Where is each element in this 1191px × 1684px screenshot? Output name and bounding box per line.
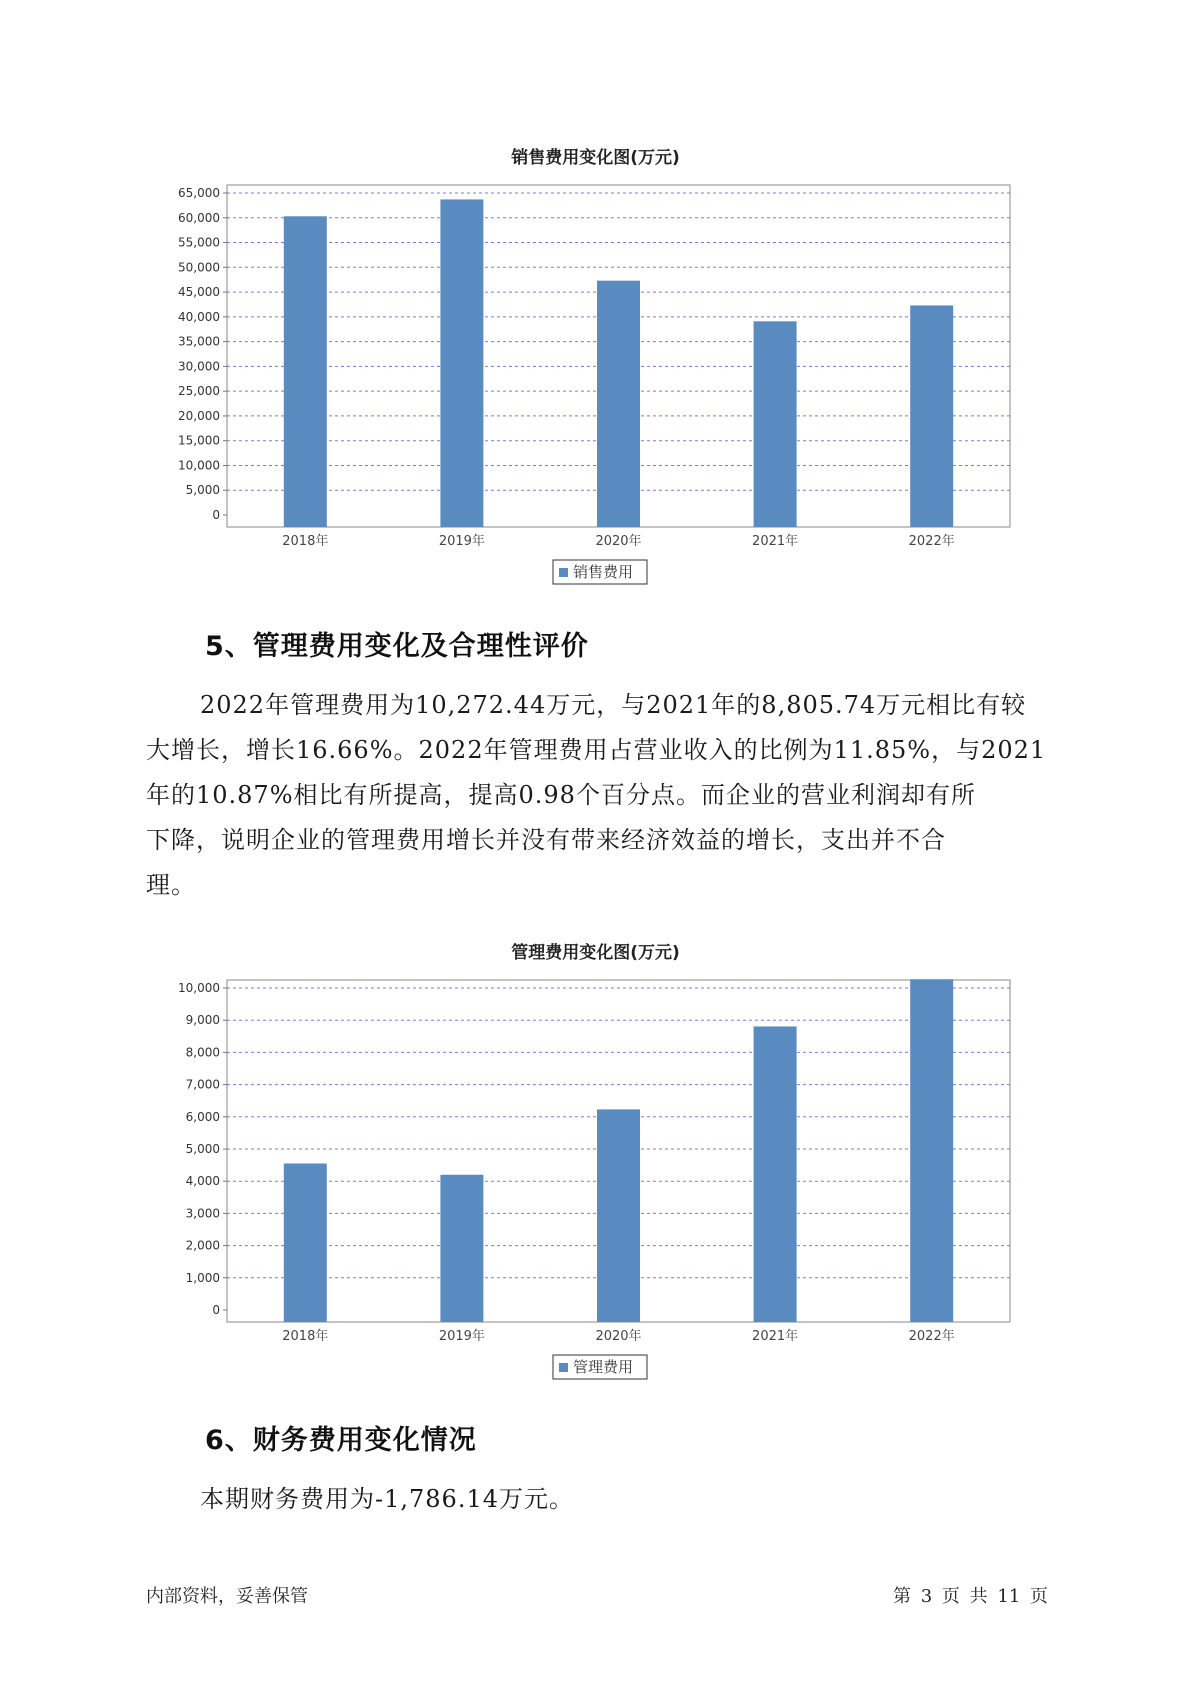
y-tick-label: 0: [212, 508, 220, 522]
y-tick-label: 5,000: [185, 483, 220, 498]
section6-text: 本期财务费用为-1,786.14万元。: [200, 1485, 574, 1513]
footer-confidential: 内部资料，妥善保管: [146, 1586, 308, 1607]
x-tick-label: 2022年: [908, 534, 955, 549]
section5-line: 大增长，增长16.66%。2022年管理费用占营业收入的比例为11.85%，与2021: [146, 736, 1047, 764]
y-tick-label: 5,000: [185, 1142, 220, 1156]
y-tick-label: 3,000: [185, 1206, 220, 1221]
x-tick-label: 2019年: [438, 534, 485, 549]
y-tick-label: 10,000: [178, 458, 220, 473]
bar-2018年: [284, 216, 327, 527]
bar-2020年: [597, 1109, 640, 1322]
x-tick-label: 2021年: [752, 1329, 799, 1344]
section5-line: 2022年管理费用为10,272.44万元，与2021年的8,805.74万元相比有较: [200, 691, 1027, 719]
y-tick-label: 15,000: [178, 433, 220, 448]
x-tick-label: 2020年: [595, 1329, 642, 1344]
legend-label: 管理费用: [573, 1358, 634, 1376]
y-tick-label: 45,000: [178, 285, 220, 300]
section5-line: 下降，说明企业的管理费用增长并没有带来经济效益的增长，支出并不合: [146, 826, 946, 854]
section5-paragraph: [146, 683, 1060, 908]
sales-expense-chart: [0, 165, 1191, 585]
y-tick-label: 2,000: [185, 1238, 220, 1253]
y-tick-label: 8,000: [185, 1045, 220, 1060]
legend-label: 销售费用: [573, 563, 634, 581]
bar-2022年: [910, 979, 953, 1322]
y-tick-label: 60,000: [178, 210, 220, 225]
legend-swatch: [559, 1363, 568, 1372]
bar-2020年: [597, 281, 640, 527]
y-tick-label: 35,000: [178, 334, 220, 349]
section6-heading: 6、财务费用变化情况: [205, 1425, 477, 1456]
bar-2021年: [754, 1026, 797, 1322]
y-tick-label: 10,000: [178, 981, 220, 995]
y-tick-label: 9,000: [185, 1013, 220, 1028]
y-tick-label: 20,000: [178, 408, 220, 423]
y-tick-label: 4,000: [185, 1174, 220, 1189]
x-tick-label: 2022年: [908, 1329, 955, 1344]
legend-swatch: [559, 568, 568, 577]
bar-2019年: [440, 1175, 483, 1322]
y-tick-label: 30,000: [178, 359, 220, 374]
x-tick-label: 2021年: [752, 534, 799, 549]
y-tick-label: 7,000: [185, 1077, 220, 1092]
admin-expense-chart: [0, 960, 1191, 1380]
chart2-title: 管理费用变化图(万元): [511, 943, 680, 963]
x-tick-label: 2018年: [282, 534, 329, 549]
bar-2021年: [754, 321, 797, 527]
bar-2018年: [284, 1163, 327, 1322]
y-tick-label: 0: [212, 1303, 220, 1317]
y-tick-label: 1,000: [185, 1270, 220, 1285]
section5-line: 理。: [146, 871, 196, 899]
bar-2022年: [910, 305, 953, 527]
y-tick-label: 6,000: [185, 1109, 220, 1124]
chart1-title: 销售费用变化图(万元): [511, 148, 680, 168]
y-tick-label: 55,000: [178, 235, 220, 250]
x-tick-label: 2020年: [595, 534, 642, 549]
y-tick-label: 50,000: [178, 260, 220, 275]
footer-page-number: 第 3 页 共 11 页: [893, 1586, 1048, 1607]
y-tick-label: 25,000: [178, 384, 220, 399]
y-tick-label: 65,000: [178, 186, 220, 200]
section5-heading: 5、管理费用变化及合理性评价: [205, 631, 589, 662]
section5-line: 年的10.87%相比有所提高，提高0.98个百分点。而企业的营业利润却有所: [146, 781, 976, 809]
x-tick-label: 2018年: [282, 1329, 329, 1344]
y-tick-label: 40,000: [178, 309, 220, 324]
bar-2019年: [440, 199, 483, 527]
x-tick-label: 2019年: [438, 1329, 485, 1344]
